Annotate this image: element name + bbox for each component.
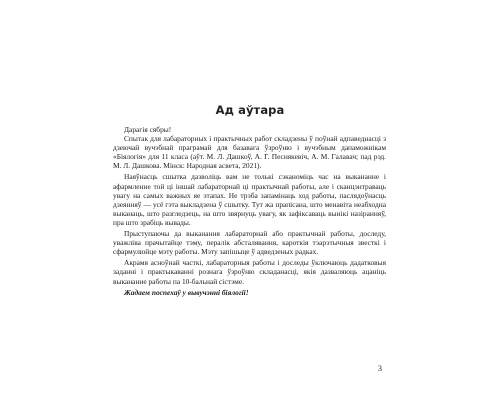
paragraph-intro: Спытак для лабараторных і практычных работ складзены ў поўнай адпаведнасці з дзеючай вучэбнай праграмай для базавага ўзроўню і вучэбным дапаможнікам «Біялогія» для 11 класа (аўт. М. Л. Дашкоў, А. Г. Песнякевіч, А. М. Галавач; пад рэд. М. Л. Дашкова. Мінск: Народная асвета, 2021). (113, 134, 386, 171)
page-number: 3 (378, 364, 382, 373)
paragraph-instructions: Прыступаючы да выканання лабараторнай або практычнай работы, доследу, уважліва прачытайце тэму, пералік абсталявання, кароткія тэарэтычныя звесткі і сфармулюйце мэту работы. Мэту запішыце ў адведзеных радках. (113, 229, 386, 257)
closing-wish: Жадаем поспехаў у вывучэнні біялогіі! (124, 287, 249, 297)
paragraph-benefits: Наяўнасць сшытка дазволіць вам не толькі сэканоміць час на выкананне і афармленне той ці іншай лабараторнай ці практычнай работы, але і сканцэнтраваць увагу на самых важных яе этапах. Не трэба запамінаць ход работы, паслядоўнасць дзеянняў — усё гэта выкладзена ў сшытку. Тут жа прапісана, што менавіта неабходна выканаць, што разгледзець, на што звярнуць увагу, як зафіксаваць вынікі назіранняў, пра што зрабіць вывады. (113, 172, 386, 227)
salutation: Дарагія сябры! (124, 125, 172, 134)
paragraph-extra-tasks: Акрамя асноўнай часткі, лабараторныя работы і доследы ўключаюць дадатковыя заданні і практыкаванні рознага ўзроўню складанасці, якія дазваляюць ацаніць выкананне работы па 10-бальнай сістэме. (113, 258, 386, 286)
preface-body (113, 125, 386, 299)
page-title: Ад аўтара (215, 103, 285, 117)
